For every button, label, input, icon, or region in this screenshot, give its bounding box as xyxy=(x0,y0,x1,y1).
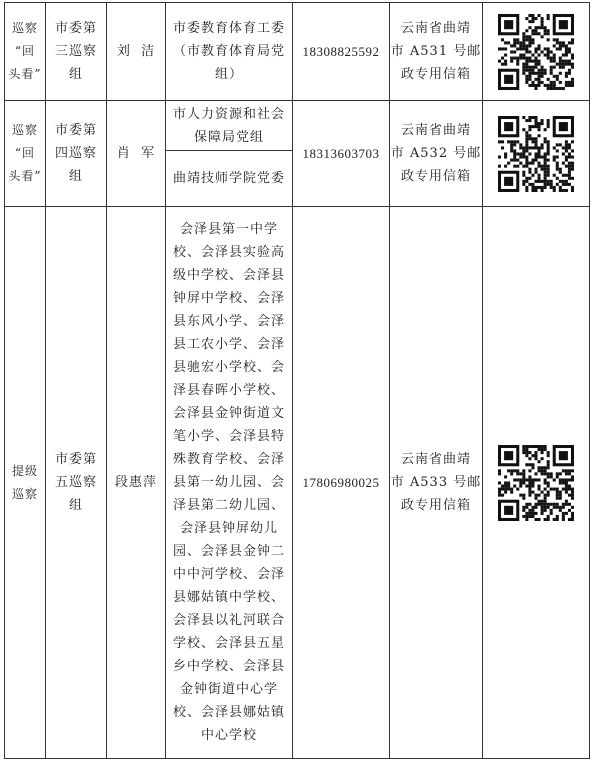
group-line: 四巡察 xyxy=(54,146,97,161)
unit-line: 市委教育体育工委 xyxy=(172,21,285,36)
mailbox-line: 市 A531 号邮 xyxy=(390,44,482,59)
mailbox-line: 政专用信箱 xyxy=(400,498,471,513)
unit-line: 笔小学、会泽县特 xyxy=(172,429,285,444)
mailbox-cell xyxy=(390,3,483,101)
mailbox-line: 政专用信箱 xyxy=(400,169,471,184)
unit-line: 县第一幼儿园、会 xyxy=(172,475,285,490)
inspection-table xyxy=(4,2,590,759)
mailbox-line: 云南省曲靖 xyxy=(400,452,471,467)
unit-line: 会泽县第一中学 xyxy=(179,222,278,237)
unit-cell xyxy=(166,101,293,151)
type-line: “回 xyxy=(14,44,36,58)
qr-cell xyxy=(483,3,590,101)
mailbox-cell xyxy=(390,101,483,207)
unit-line: 市人力资源和社会 xyxy=(172,106,285,122)
mailbox-line: 市 A532 号邮 xyxy=(390,146,482,161)
type-line: 巡察 xyxy=(11,123,38,137)
leader-cell xyxy=(107,101,166,207)
inspection-type-cell xyxy=(5,3,46,101)
unit-cell xyxy=(166,207,293,759)
unit-line: 中中河学校、会泽 xyxy=(172,567,285,582)
phone-number: 18313603703 xyxy=(302,146,380,161)
unit-line: 泽县春晖小学校、 xyxy=(172,383,285,398)
unit-line: 校、会泽县实验高 xyxy=(172,245,285,260)
unit-line: 县娜姑镇中学校、 xyxy=(172,590,285,605)
table-row xyxy=(5,3,590,101)
inspection-type-cell xyxy=(5,101,46,207)
leader-name: 肖 军 xyxy=(116,146,156,161)
group-cell xyxy=(46,207,107,759)
unit-line: 校、会泽县娜姑镇 xyxy=(172,705,285,720)
qr-code-icon[interactable] xyxy=(498,14,574,90)
qr-cell xyxy=(483,101,590,207)
unit-line: 园、会泽县金钟二 xyxy=(172,544,285,559)
table-row xyxy=(5,207,590,759)
qr-cell xyxy=(483,207,590,759)
mailbox-line: 云南省曲靖 xyxy=(400,21,471,36)
phone-cell xyxy=(293,101,390,207)
qr-code-icon[interactable] xyxy=(498,116,574,192)
type-line: 头看” xyxy=(8,67,42,81)
unit-line: 学校、会泽县五星 xyxy=(172,636,285,651)
type-line: 巡察 xyxy=(11,486,38,501)
leader-name: 刘 洁 xyxy=(116,44,156,59)
unit-line: （市教育体育局党 xyxy=(172,44,285,59)
type-line: 头看” xyxy=(8,169,42,183)
type-line: 提级 xyxy=(11,463,38,478)
unit-line: 钟屏中学校、会泽 xyxy=(172,291,285,306)
type-line: “回 xyxy=(14,146,36,160)
mailbox-line: 政专用信箱 xyxy=(400,67,471,82)
unit-line: 县工农小学、会泽 xyxy=(172,337,285,352)
mailbox-line: 市 A533 号邮 xyxy=(390,475,482,490)
phone-cell xyxy=(293,207,390,759)
unit-line: 会泽县以礼河联合 xyxy=(172,613,285,628)
unit-line: 金钟街道中心学 xyxy=(179,682,278,697)
group-cell xyxy=(46,3,107,101)
group-line: 五巡察 xyxy=(54,475,97,490)
unit-line: 乡中学校、会泽县 xyxy=(172,659,285,674)
group-line: 组 xyxy=(68,67,83,82)
unit-line: 泽县第二幼儿园、 xyxy=(172,498,285,513)
unit-line: 会泽县金钟街道文 xyxy=(172,406,285,421)
table-row xyxy=(5,101,590,151)
inspection-type-cell xyxy=(5,207,46,759)
unit-line: 会泽县钟屏幼儿 xyxy=(179,521,278,536)
unit-line: 殊教育学校、会泽 xyxy=(172,452,285,467)
unit-line: 县驰宏小学校、会 xyxy=(172,360,285,375)
leader-cell xyxy=(107,3,166,101)
group-line: 市委第 xyxy=(54,123,97,138)
group-line: 组 xyxy=(68,498,83,513)
phone-number: 18308825592 xyxy=(302,44,380,59)
phone-cell xyxy=(293,3,390,101)
unit-cell xyxy=(166,151,293,207)
phone-number: 17806980025 xyxy=(302,475,380,490)
unit-cell xyxy=(166,3,293,101)
group-cell xyxy=(46,101,107,207)
leader-name: 段惠萍 xyxy=(114,475,157,490)
unit-line: 级中学校、会泽县 xyxy=(172,268,285,283)
leader-cell xyxy=(107,207,166,759)
unit-line: 中心学校 xyxy=(200,728,257,743)
unit-line: 曲靖技师学院党委 xyxy=(172,171,285,186)
unit-line: 县东风小学、会泽 xyxy=(172,314,285,329)
type-line: 巡察 xyxy=(11,21,38,35)
unit-line: 组） xyxy=(214,67,243,82)
group-line: 市委第 xyxy=(54,452,97,467)
group-line: 市委第 xyxy=(54,21,97,36)
qr-code-icon[interactable] xyxy=(498,445,574,521)
mailbox-line: 云南省曲靖 xyxy=(400,123,471,138)
unit-line: 保障局党组 xyxy=(193,129,264,145)
group-line: 组 xyxy=(68,169,83,184)
mailbox-cell xyxy=(390,207,483,759)
group-line: 三巡察 xyxy=(54,44,97,59)
